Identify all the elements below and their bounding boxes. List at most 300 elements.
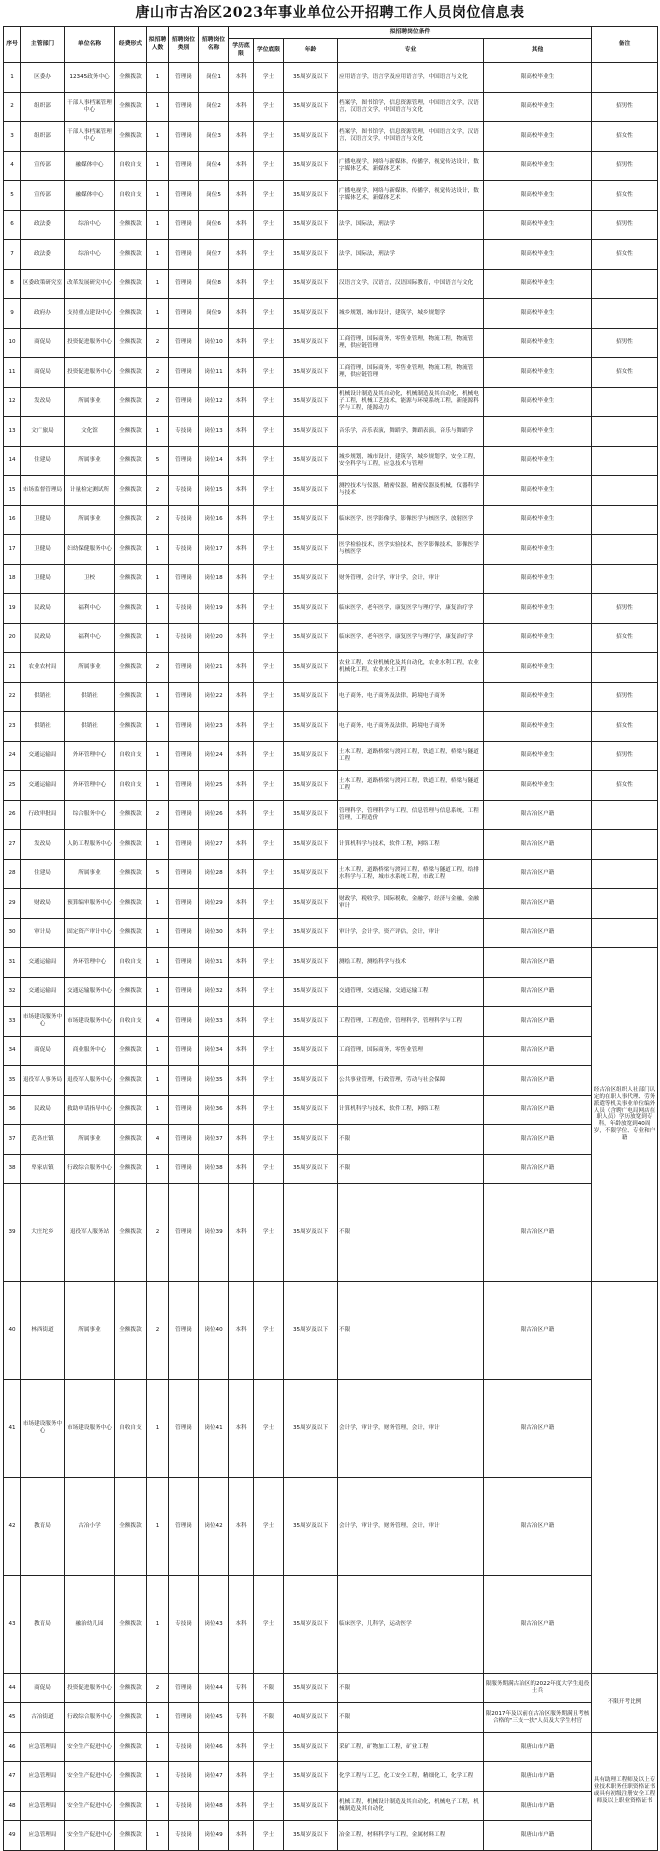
cell-dept: 区委政策研究室 bbox=[21, 269, 65, 299]
cell-funding: 全额拨款 bbox=[115, 328, 147, 358]
cell-edu: 本科 bbox=[229, 1821, 254, 1851]
table-row bbox=[4, 564, 658, 594]
cell-remark bbox=[592, 505, 658, 535]
cell-age: 35周岁及以下 bbox=[284, 623, 338, 653]
cell-edu: 本科 bbox=[229, 771, 254, 801]
cell-count: 1 bbox=[147, 889, 169, 919]
cell-unit: 外环管理中心 bbox=[65, 741, 115, 771]
cell-age: 35周岁及以下 bbox=[284, 151, 338, 181]
cell-funding: 全额拨款 bbox=[115, 830, 147, 860]
cell-dept: 卫健局 bbox=[21, 535, 65, 565]
cell-other: 限高校毕业生 bbox=[484, 358, 592, 388]
cell-remark: 招男性 bbox=[592, 328, 658, 358]
cell-edu: 本科 bbox=[229, 682, 254, 712]
cell-remark: 招男性 bbox=[592, 151, 658, 181]
cell-edu: 本科 bbox=[229, 1732, 254, 1762]
cell-edu: 本科 bbox=[229, 181, 254, 211]
cell-edu: 本科 bbox=[229, 1036, 254, 1066]
cell-post-name: 岗位9 bbox=[199, 299, 229, 329]
cell-seq: 36 bbox=[4, 1095, 21, 1125]
cell-age: 35周岁及以下 bbox=[284, 1281, 338, 1379]
cell-post-name: 岗位30 bbox=[199, 918, 229, 948]
cell-degree: 学士 bbox=[254, 771, 284, 801]
cell-unit: 卫校 bbox=[65, 564, 115, 594]
cell-dept: 文广旅局 bbox=[21, 417, 65, 447]
cell-degree: 学士 bbox=[254, 1036, 284, 1066]
cell-seq: 37 bbox=[4, 1125, 21, 1155]
cell-count: 1 bbox=[147, 1575, 169, 1673]
cell-post-type: 专技岗 bbox=[169, 476, 199, 506]
cell-major: 汉语言文学，汉语言，汉语国际教育，中国语言与文化 bbox=[338, 269, 484, 299]
cell-seq: 30 bbox=[4, 918, 21, 948]
cell-degree: 不限 bbox=[254, 1673, 284, 1703]
cell-post-type: 专技岗 bbox=[169, 623, 199, 653]
cell-seq: 10 bbox=[4, 328, 21, 358]
cell-major: 计算机科学与技术，软件工程，网络工程 bbox=[338, 830, 484, 860]
table-row bbox=[4, 387, 658, 417]
table-row bbox=[4, 623, 658, 653]
cell-unit: 安全生产促进中心 bbox=[65, 1732, 115, 1762]
cell-dept: 财政局 bbox=[21, 889, 65, 919]
cell-count: 1 bbox=[147, 92, 169, 122]
cell-major: 应用语言学，语言学及应用语言学，中国语言与文化 bbox=[338, 63, 484, 93]
cell-major: 不限 bbox=[338, 1281, 484, 1379]
cell-major: 测绘工程，测绘科学与技术 bbox=[338, 948, 484, 978]
cell-unit: 综合服务中心 bbox=[65, 800, 115, 830]
cell-degree: 学士 bbox=[254, 446, 284, 476]
cell-other: 限高校毕业生 bbox=[484, 92, 592, 122]
cell-unit: 所属事业 bbox=[65, 387, 115, 417]
cell-major: 采矿工程，矿物加工工程，矿业工程 bbox=[338, 1732, 484, 1762]
cell-dept: 供销社 bbox=[21, 682, 65, 712]
cell-dept: 政法委 bbox=[21, 240, 65, 270]
cell-edu: 本科 bbox=[229, 741, 254, 771]
cell-age: 35周岁及以下 bbox=[284, 1036, 338, 1066]
cell-major: 临床医学，儿科学，运动医学 bbox=[338, 1575, 484, 1673]
cell-major: 医学检验技术，医学实验技术，医学影像技术，影像医学与核医学 bbox=[338, 535, 484, 565]
cell-unit: 救助申请指导中心 bbox=[65, 1095, 115, 1125]
cell-degree: 学士 bbox=[254, 92, 284, 122]
cell-remark bbox=[592, 859, 658, 889]
cell-seq: 13 bbox=[4, 417, 21, 447]
cell-other: 限高校毕业生 bbox=[484, 417, 592, 447]
cell-post-name: 岗位20 bbox=[199, 623, 229, 653]
header-post-type: 招聘岗位类别 bbox=[169, 27, 199, 63]
table-row bbox=[4, 476, 658, 506]
table-row bbox=[4, 1379, 658, 1477]
cell-dept: 发改局 bbox=[21, 830, 65, 860]
cell-count: 2 bbox=[147, 328, 169, 358]
cell-post-type: 专技岗 bbox=[169, 417, 199, 447]
cell-edu: 本科 bbox=[229, 918, 254, 948]
cell-post-type: 管理岗 bbox=[169, 653, 199, 683]
cell-dept: 商促局 bbox=[21, 358, 65, 388]
cell-degree: 学士 bbox=[254, 1007, 284, 1037]
cell-funding: 自收自支 bbox=[115, 1379, 147, 1477]
cell-other: 限古冶区户籍 bbox=[484, 918, 592, 948]
cell-edu: 本科 bbox=[229, 1379, 254, 1477]
cell-count: 5 bbox=[147, 859, 169, 889]
cell-remark bbox=[592, 889, 658, 919]
cell-other: 限古冶区户籍 bbox=[484, 859, 592, 889]
cell-unit: 妇幼保健服务中心 bbox=[65, 535, 115, 565]
table-row bbox=[4, 446, 658, 476]
cell-edu: 本科 bbox=[229, 358, 254, 388]
cell-count: 1 bbox=[147, 1762, 169, 1792]
cell-degree: 学士 bbox=[254, 653, 284, 683]
table-row bbox=[4, 240, 658, 270]
table-row bbox=[4, 682, 658, 712]
table-row bbox=[4, 712, 658, 742]
cell-edu: 本科 bbox=[229, 1066, 254, 1096]
header-funding: 经费形式 bbox=[115, 27, 147, 63]
cell-edu: 本科 bbox=[229, 948, 254, 978]
cell-post-name: 岗位26 bbox=[199, 800, 229, 830]
cell-other: 限古冶区户籍 bbox=[484, 948, 592, 978]
cell-count: 1 bbox=[147, 918, 169, 948]
table-row bbox=[4, 977, 658, 1007]
cell-age: 35周岁及以下 bbox=[284, 240, 338, 270]
cell-degree: 学士 bbox=[254, 299, 284, 329]
cell-major: 财务管理，会计学，审计学，会计，审计 bbox=[338, 564, 484, 594]
cell-degree: 学士 bbox=[254, 63, 284, 93]
cell-unit: 交通运输服务中心 bbox=[65, 977, 115, 1007]
table-row bbox=[4, 210, 658, 240]
cell-count: 2 bbox=[147, 1673, 169, 1703]
cell-seq: 3 bbox=[4, 122, 21, 152]
cell-post-name: 岗位13 bbox=[199, 417, 229, 447]
header-edu: 学历底限 bbox=[229, 39, 254, 63]
cell-remark: 招男性 bbox=[592, 92, 658, 122]
cell-other: 限古冶区户籍 bbox=[484, 1095, 592, 1125]
cell-other: 限高校毕业生 bbox=[484, 741, 592, 771]
table-row bbox=[4, 1095, 658, 1125]
cell-count: 1 bbox=[147, 830, 169, 860]
header-post-name: 招聘岗位名称 bbox=[199, 27, 229, 63]
cell-seq: 27 bbox=[4, 830, 21, 860]
cell-count: 1 bbox=[147, 1154, 169, 1184]
cell-age: 35周岁及以下 bbox=[284, 1732, 338, 1762]
cell-other: 限高校毕业生 bbox=[484, 476, 592, 506]
cell-count: 2 bbox=[147, 476, 169, 506]
cell-seq: 25 bbox=[4, 771, 21, 801]
cell-dept: 市场监督管理局 bbox=[21, 476, 65, 506]
cell-degree: 学士 bbox=[254, 948, 284, 978]
cell-age: 35周岁及以下 bbox=[284, 830, 338, 860]
cell-post-name: 岗位15 bbox=[199, 476, 229, 506]
cell-seq: 5 bbox=[4, 181, 21, 211]
cell-degree: 学士 bbox=[254, 741, 284, 771]
cell-degree: 学士 bbox=[254, 1732, 284, 1762]
cell-other: 限古冶区户籍 bbox=[484, 1154, 592, 1184]
cell-count: 1 bbox=[147, 269, 169, 299]
cell-other: 限高校毕业生 bbox=[484, 240, 592, 270]
cell-dept: 民政局 bbox=[21, 1095, 65, 1125]
cell-seq: 26 bbox=[4, 800, 21, 830]
cell-post-name: 岗位1 bbox=[199, 63, 229, 93]
table-row bbox=[4, 1281, 658, 1379]
cell-funding: 全额拨款 bbox=[115, 1125, 147, 1155]
cell-edu: 本科 bbox=[229, 830, 254, 860]
cell-major: 城乡规划，城市设计，建筑学，城乡规划学 bbox=[338, 299, 484, 329]
cell-remark: 招男性 bbox=[592, 594, 658, 624]
cell-major: 音乐学，音乐表演，舞蹈学，舞蹈表演，音乐与舞蹈学 bbox=[338, 417, 484, 447]
cell-seq: 7 bbox=[4, 240, 21, 270]
cell-remark: 招女性 bbox=[592, 771, 658, 801]
cell-degree: 学士 bbox=[254, 269, 284, 299]
cell-unit: 所属事业 bbox=[65, 859, 115, 889]
cell-funding: 全额拨款 bbox=[115, 800, 147, 830]
cell-post-type: 管理岗 bbox=[169, 800, 199, 830]
cell-dept: 应急管理局 bbox=[21, 1762, 65, 1792]
cell-degree: 学士 bbox=[254, 712, 284, 742]
cell-funding: 全额拨款 bbox=[115, 682, 147, 712]
cell-major: 土木工程，道路桥梁与渡河工程，铁道工程，桥梁与隧道工程 bbox=[338, 771, 484, 801]
cell-degree: 学士 bbox=[254, 387, 284, 417]
cell-post-name: 岗位48 bbox=[199, 1791, 229, 1821]
cell-post-type: 管理岗 bbox=[169, 151, 199, 181]
cell-unit: 融媒体中心 bbox=[65, 181, 115, 211]
cell-dept: 市场建设服务中心 bbox=[21, 1379, 65, 1477]
cell-dept: 商促局 bbox=[21, 328, 65, 358]
cell-age: 35周岁及以下 bbox=[284, 741, 338, 771]
cell-unit: 古冶小学 bbox=[65, 1477, 115, 1575]
cell-dept: 供销社 bbox=[21, 712, 65, 742]
cell-seq: 46 bbox=[4, 1732, 21, 1762]
cell-major: 管理科学，管理科学与工程，信息管理与信息系统，工程管理，工程造价 bbox=[338, 800, 484, 830]
cell-post-type: 管理岗 bbox=[169, 1095, 199, 1125]
cell-count: 1 bbox=[147, 1703, 169, 1733]
cell-remark: 招男性 bbox=[592, 682, 658, 712]
cell-funding: 全额拨款 bbox=[115, 417, 147, 447]
cell-unit: 安全生产促进中心 bbox=[65, 1791, 115, 1821]
cell-degree: 学士 bbox=[254, 830, 284, 860]
cell-remark bbox=[592, 299, 658, 329]
cell-edu: 本科 bbox=[229, 653, 254, 683]
cell-major: 公共事业管理，行政管理，劳动与社会保障 bbox=[338, 1066, 484, 1096]
header-conditions: 拟招聘岗位条件 bbox=[229, 27, 592, 39]
cell-major: 农业工程，农业机械化及其自动化，农业水利工程，农业机械化工程，农业水土工程 bbox=[338, 653, 484, 683]
cell-post-name: 岗位11 bbox=[199, 358, 229, 388]
cell-degree: 学士 bbox=[254, 1095, 284, 1125]
cell-unit: 供销社 bbox=[65, 712, 115, 742]
cell-remark bbox=[592, 564, 658, 594]
cell-major: 法学，国际法，刑法学 bbox=[338, 240, 484, 270]
cell-post-type: 管理岗 bbox=[169, 122, 199, 152]
cell-major: 化学工程与工艺，化工安全工程，精细化工，化学工程 bbox=[338, 1762, 484, 1792]
cell-major: 不限 bbox=[338, 1125, 484, 1155]
cell-degree: 学士 bbox=[254, 594, 284, 624]
cell-count: 1 bbox=[147, 948, 169, 978]
cell-age: 35周岁及以下 bbox=[284, 1575, 338, 1673]
cell-edu: 本科 bbox=[229, 417, 254, 447]
cell-age: 35周岁及以下 bbox=[284, 1007, 338, 1037]
cell-age: 35周岁及以下 bbox=[284, 1095, 338, 1125]
cell-post-type: 管理岗 bbox=[169, 240, 199, 270]
cell-seq: 48 bbox=[4, 1791, 21, 1821]
cell-age: 35周岁及以下 bbox=[284, 1673, 338, 1703]
cell-major: 财政学，税收学，国际税收，金融学，经济与金融，金融审计 bbox=[338, 889, 484, 919]
cell-degree: 学士 bbox=[254, 505, 284, 535]
cell-post-name: 岗位38 bbox=[199, 1154, 229, 1184]
cell-post-type: 管理岗 bbox=[169, 889, 199, 919]
cell-major: 城乡规划，城市设计，建筑学，城乡规划学，安全工程，安全科学与工程，应急技术与管理 bbox=[338, 446, 484, 476]
table-body bbox=[4, 63, 658, 1851]
cell-count: 1 bbox=[147, 564, 169, 594]
cell-post-type: 管理岗 bbox=[169, 741, 199, 771]
cell-funding: 全额拨款 bbox=[115, 387, 147, 417]
cell-major: 档案学，图书馆学，信息资源管理，中国语言文学，汉语言，汉语言文学，中国语言与文化 bbox=[338, 122, 484, 152]
cell-funding: 全额拨款 bbox=[115, 1575, 147, 1673]
cell-unit: 融媒体中心 bbox=[65, 151, 115, 181]
cell-post-name: 岗位29 bbox=[199, 889, 229, 919]
cell-funding: 全额拨款 bbox=[115, 859, 147, 889]
cell-count: 4 bbox=[147, 1125, 169, 1155]
cell-count: 2 bbox=[147, 387, 169, 417]
cell-funding: 全额拨款 bbox=[115, 1762, 147, 1792]
cell-unit: 融治幼儿园 bbox=[65, 1575, 115, 1673]
table-row bbox=[4, 1732, 658, 1762]
cell-unit: 改革发展研究中心 bbox=[65, 269, 115, 299]
cell-age: 35周岁及以下 bbox=[284, 594, 338, 624]
cell-other: 限古冶区户籍 bbox=[484, 1066, 592, 1096]
cell-age: 35周岁及以下 bbox=[284, 210, 338, 240]
cell-other: 限高校毕业生 bbox=[484, 210, 592, 240]
cell-dept: 组织部 bbox=[21, 92, 65, 122]
cell-degree: 学士 bbox=[254, 623, 284, 653]
table-row bbox=[4, 948, 658, 978]
cell-age: 35周岁及以下 bbox=[284, 92, 338, 122]
cell-other: 限高校毕业生 bbox=[484, 446, 592, 476]
cell-count: 1 bbox=[147, 712, 169, 742]
cell-funding: 全额拨款 bbox=[115, 269, 147, 299]
cell-post-type: 管理岗 bbox=[169, 269, 199, 299]
cell-remark bbox=[592, 446, 658, 476]
cell-post-name: 岗位21 bbox=[199, 653, 229, 683]
cell-unit: 计量检定测试所 bbox=[65, 476, 115, 506]
cell-edu: 本科 bbox=[229, 328, 254, 358]
cell-count: 1 bbox=[147, 682, 169, 712]
cell-unit: 外环管理中心 bbox=[65, 771, 115, 801]
cell-post-type: 管理岗 bbox=[169, 859, 199, 889]
cell-major: 临床医学，老年医学，康复医学与理疗学，康复治疗学 bbox=[338, 594, 484, 624]
cell-dept: 组织部 bbox=[21, 122, 65, 152]
cell-degree: 学士 bbox=[254, 889, 284, 919]
cell-funding: 全额拨款 bbox=[115, 1066, 147, 1096]
cell-seq: 28 bbox=[4, 859, 21, 889]
cell-other: 限2017年及以前在古冶区服务期满且考核合格的"三支一扶"人员及大学生村官 bbox=[484, 1703, 592, 1733]
cell-funding: 全额拨款 bbox=[115, 1673, 147, 1703]
cell-major: 工商管理，国际商务，零售业管理，物流工程，物流管理，供应链管理 bbox=[338, 358, 484, 388]
cell-edu: 本科 bbox=[229, 712, 254, 742]
cell-edu: 本科 bbox=[229, 535, 254, 565]
cell-post-name: 岗位36 bbox=[199, 1095, 229, 1125]
cell-other: 限高校毕业生 bbox=[484, 63, 592, 93]
cell-funding: 全额拨款 bbox=[115, 92, 147, 122]
cell-unit: 市场建设服务中心 bbox=[65, 1007, 115, 1037]
cell-unit: 文化馆 bbox=[65, 417, 115, 447]
cell-unit: 人防工程服务中心 bbox=[65, 830, 115, 860]
cell-post-type: 管理岗 bbox=[169, 299, 199, 329]
cell-post-type: 专技岗 bbox=[169, 1732, 199, 1762]
cell-remark: 招女性 bbox=[592, 181, 658, 211]
cell-post-name: 岗位7 bbox=[199, 240, 229, 270]
cell-dept: 林西街道 bbox=[21, 1281, 65, 1379]
cell-age: 40周岁及以下 bbox=[284, 1703, 338, 1733]
cell-funding: 全额拨款 bbox=[115, 476, 147, 506]
cell-other: 限唐山市户籍 bbox=[484, 1762, 592, 1792]
table-row bbox=[4, 535, 658, 565]
cell-degree: 学士 bbox=[254, 977, 284, 1007]
page-title: 唐山市古冶区2023年事业单位公开招聘工作人员岗位信息表 bbox=[135, 5, 525, 21]
cell-post-type: 管理岗 bbox=[169, 446, 199, 476]
table-row bbox=[4, 1703, 658, 1733]
cell-other: 限高校毕业生 bbox=[484, 535, 592, 565]
cell-edu: 本科 bbox=[229, 1154, 254, 1184]
cell-major: 会计学，审计学，财务管理，会计，审计 bbox=[338, 1477, 484, 1575]
cell-major: 临床医学，医学影像学，影像医学与核医学，放射医学 bbox=[338, 505, 484, 535]
cell-funding: 全额拨款 bbox=[115, 1154, 147, 1184]
cell-count: 1 bbox=[147, 741, 169, 771]
table-row bbox=[4, 417, 658, 447]
cell-unit: 所属事业 bbox=[65, 1125, 115, 1155]
cell-post-name: 岗位33 bbox=[199, 1007, 229, 1037]
cell-age: 35周岁及以下 bbox=[284, 122, 338, 152]
cell-unit: 12345政务中心 bbox=[65, 63, 115, 93]
cell-post-name: 岗位40 bbox=[199, 1281, 229, 1379]
cell-degree: 学士 bbox=[254, 181, 284, 211]
cell-funding: 全额拨款 bbox=[115, 623, 147, 653]
cell-unit: 综治中心 bbox=[65, 210, 115, 240]
cell-post-type: 管理岗 bbox=[169, 948, 199, 978]
cell-seq: 34 bbox=[4, 1036, 21, 1066]
header-other: 其他 bbox=[484, 39, 592, 63]
cell-post-type: 管理岗 bbox=[169, 358, 199, 388]
cell-funding: 全额拨款 bbox=[115, 1703, 147, 1733]
cell-age: 35周岁及以下 bbox=[284, 269, 338, 299]
cell-funding: 全额拨款 bbox=[115, 240, 147, 270]
cell-degree: 学士 bbox=[254, 1477, 284, 1575]
cell-edu: 本科 bbox=[229, 1007, 254, 1037]
cell-post-type: 管理岗 bbox=[169, 387, 199, 417]
cell-edu: 本科 bbox=[229, 210, 254, 240]
cell-seq: 42 bbox=[4, 1477, 21, 1575]
cell-seq: 44 bbox=[4, 1673, 21, 1703]
cell-post-type: 管理岗 bbox=[169, 977, 199, 1007]
cell-funding: 全额拨款 bbox=[115, 712, 147, 742]
cell-other: 限古冶区户籍 bbox=[484, 889, 592, 919]
cell-count: 1 bbox=[147, 122, 169, 152]
header-seq: 序号 bbox=[4, 27, 21, 63]
cell-major: 工商管理，国际商务，零售业管理，物流工程，物流管理，供应链管理 bbox=[338, 328, 484, 358]
cell-other: 限古冶区户籍 bbox=[484, 1477, 592, 1575]
cell-funding: 全额拨款 bbox=[115, 358, 147, 388]
cell-major: 土木工程，道路桥梁与渡河工程，桥梁与隧道工程，给排水科学与工程，城市水系统工程，市政工程 bbox=[338, 859, 484, 889]
cell-dept: 宣传部 bbox=[21, 151, 65, 181]
recruitment-table bbox=[3, 26, 658, 1851]
cell-post-name: 岗位31 bbox=[199, 948, 229, 978]
cell-major: 档案学，图书馆学，信息资源管理，中国语言文学，汉语言，汉语言文学，中国语言与文化 bbox=[338, 92, 484, 122]
cell-unit: 福利中心 bbox=[65, 623, 115, 653]
cell-major: 机械设计制造及其自动化，机械制造及其自动化，机械电子工程，机械工艺技术，能源与环境系统工程，新能源科学与工程，能源动力 bbox=[338, 387, 484, 417]
table-row bbox=[4, 122, 658, 152]
cell-degree: 学士 bbox=[254, 1184, 284, 1282]
cell-count: 1 bbox=[147, 1095, 169, 1125]
cell-count: 2 bbox=[147, 358, 169, 388]
cell-age: 35周岁及以下 bbox=[284, 800, 338, 830]
cell-count: 1 bbox=[147, 240, 169, 270]
cell-count: 1 bbox=[147, 1732, 169, 1762]
